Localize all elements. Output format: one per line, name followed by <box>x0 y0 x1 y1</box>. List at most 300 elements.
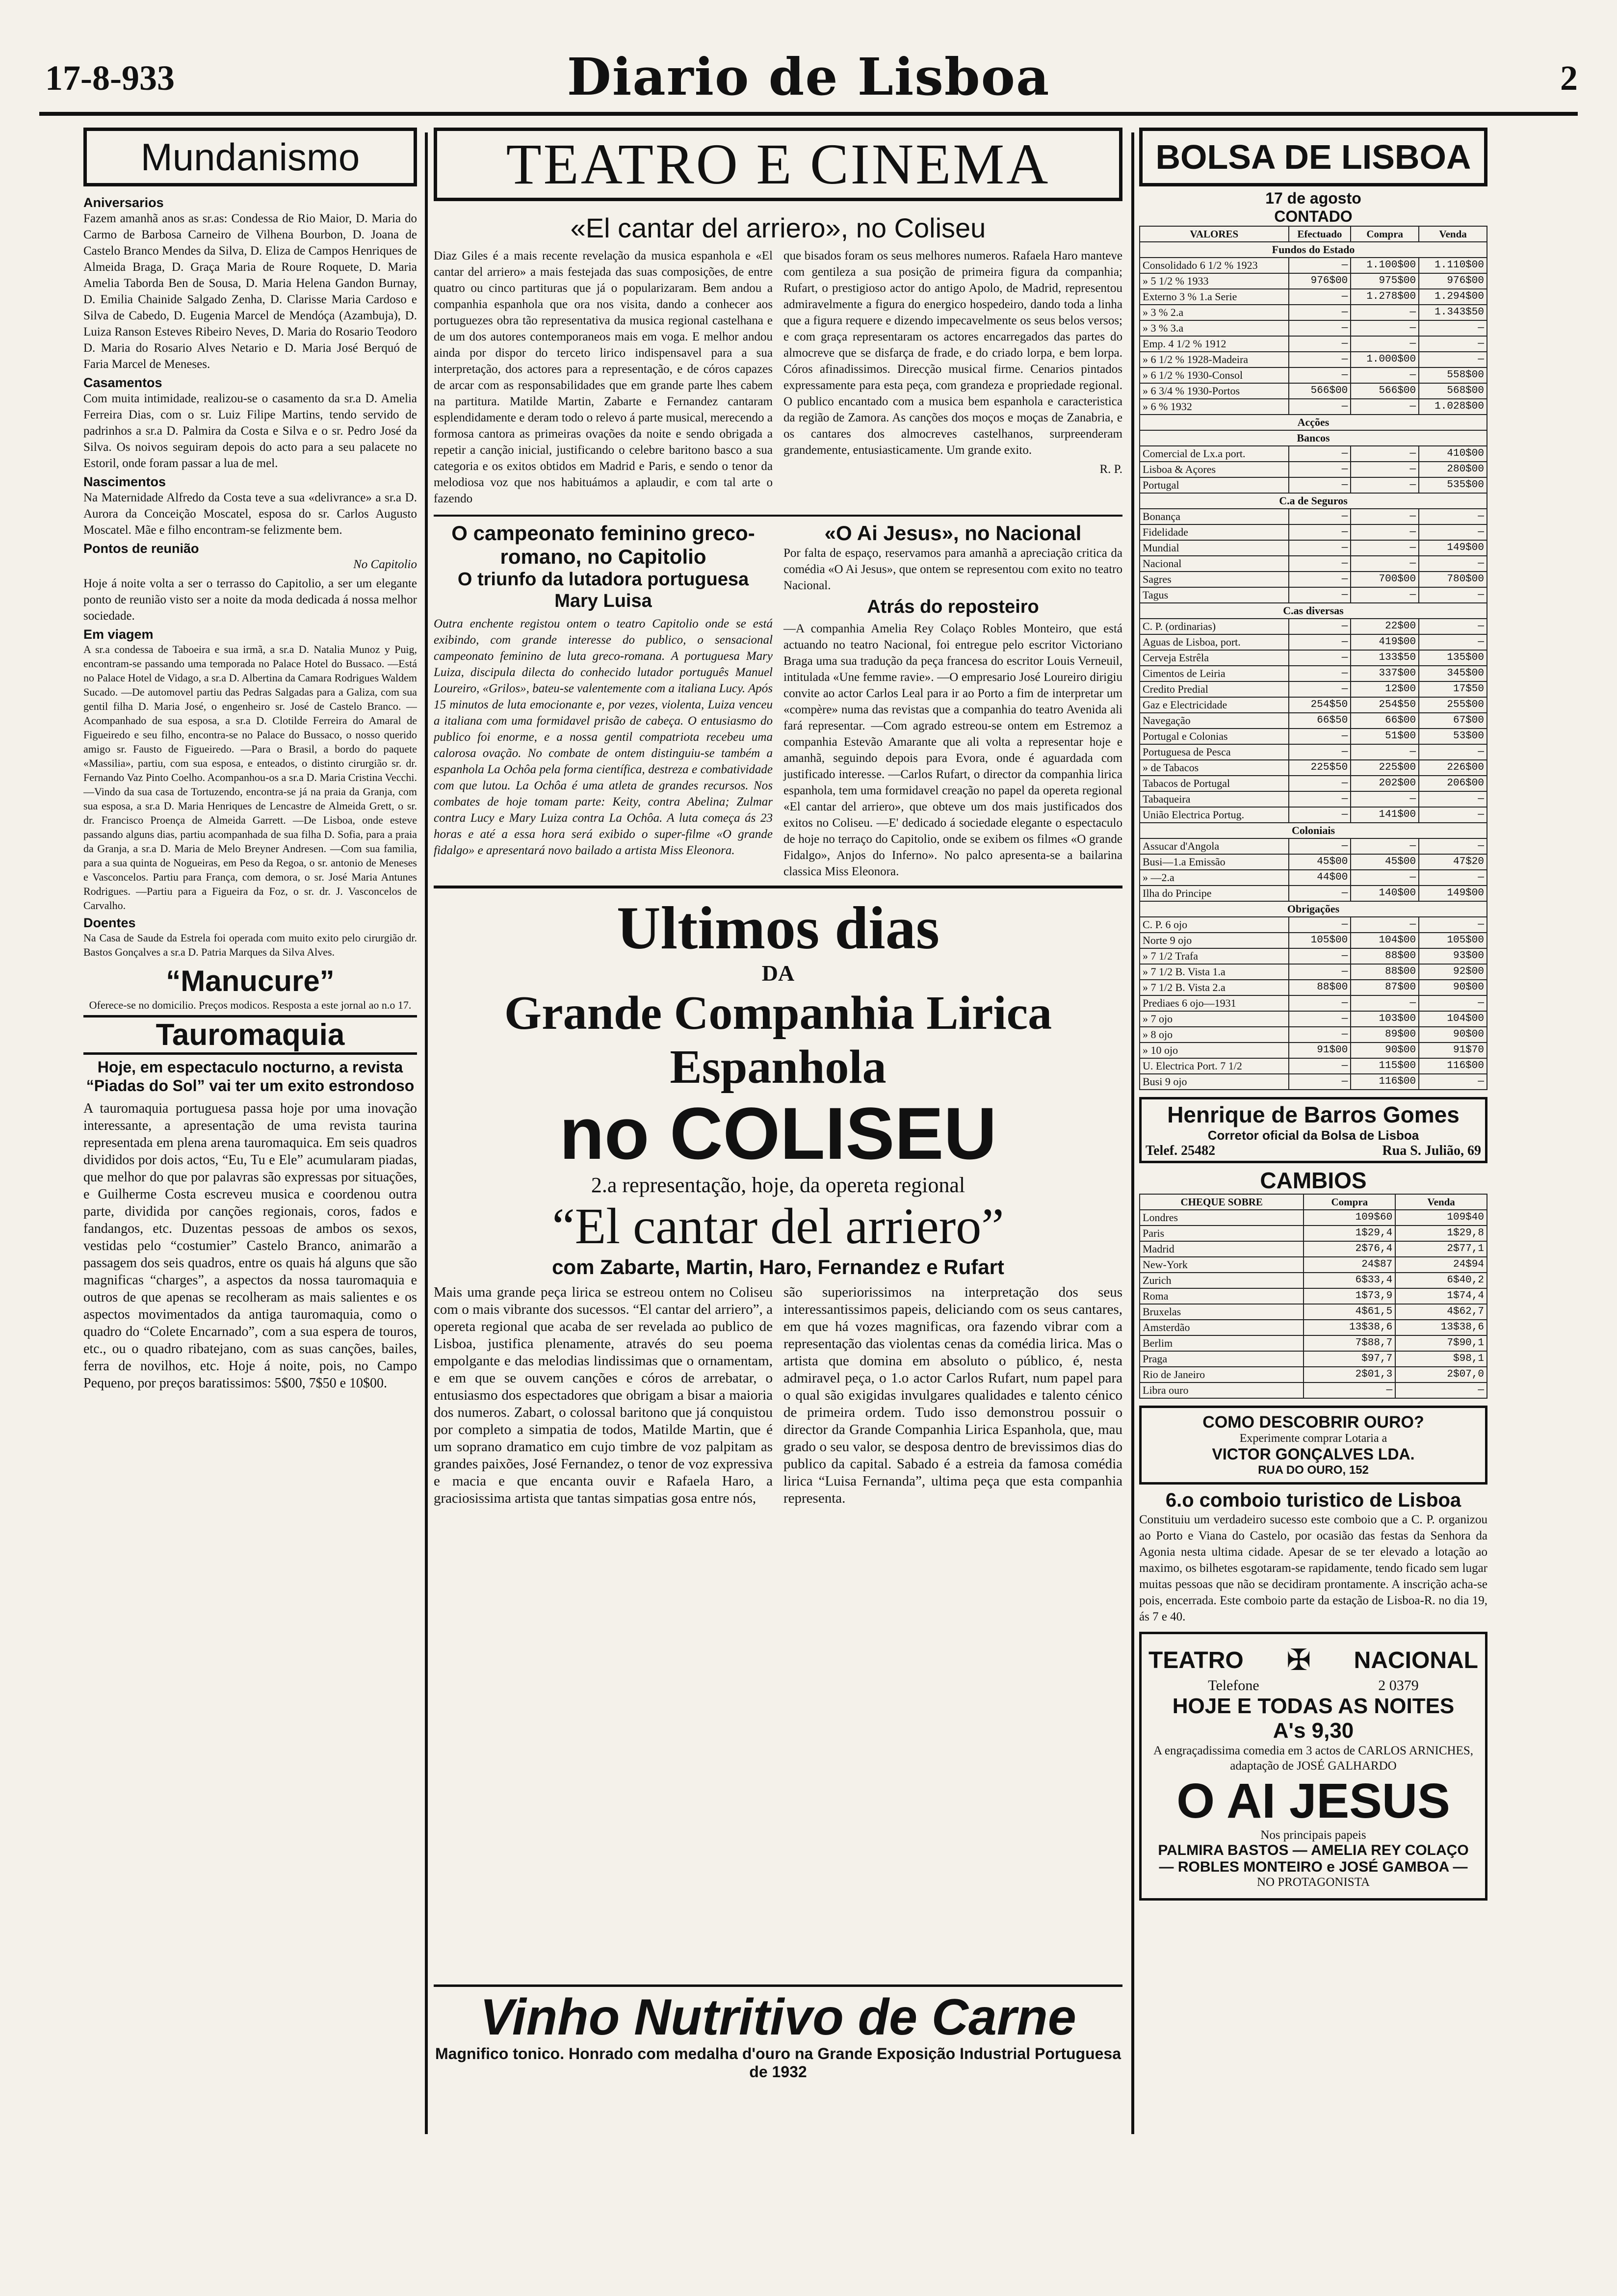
cambios-table <box>1139 1194 1487 1399</box>
table-section-heading: Obrigações <box>1140 901 1487 917</box>
article-text: Mais uma grande peça lirica se estreou ontem no Coliseu com o mais vibrante dos sucessos. “El cantar del arriero”, a opereta regional que acaba de ser revelada ao publico de Lisboa, justifica plenamente, através do seu poema empolgante e das melodias lindissimas que o ornamentam, e em que se ouvem canções e córos de arrebatar, o entusiasmo dos espectadores que obrigam a bisar a maioria dos numeros. Zabart, o colossal baritono que já conquistou por completo a simpatia de todos, Matilde Martin, que é um soprano dramatico em cujo timbre de voz palpitam as grandes paixões, José Fernandez, o tenor de voz expressiva e macia e que encanta ouvir e Rafaela Haro, a graciosissima artista que tantas simpatias gosa entre nós, <box>434 1284 773 1506</box>
quote-value: 105$00 <box>1289 933 1351 948</box>
security-name: Gaz e Electricidade <box>1140 697 1289 713</box>
security-name: Fidelidade <box>1140 524 1289 540</box>
currency-name: Madrid <box>1140 1241 1304 1257</box>
quote-value: 92$00 <box>1419 964 1487 980</box>
barros-advertisement <box>1139 1097 1487 1163</box>
security-name: Busi 9 ojo <box>1140 1074 1289 1090</box>
security-name: » 3 % 2.a <box>1140 305 1289 320</box>
table-header: Venda <box>1419 226 1487 242</box>
table-row <box>1140 980 1487 995</box>
quote-value: 410$00 <box>1419 446 1487 462</box>
quote-value: — <box>1419 509 1487 524</box>
quote-value: 254$50 <box>1351 697 1419 713</box>
quote-value: 1.110$00 <box>1419 258 1487 273</box>
quote-value: 53$00 <box>1419 729 1487 744</box>
quote-value: — <box>1351 540 1419 556</box>
quote-value: 568$00 <box>1419 383 1487 399</box>
quote-value: 149$00 <box>1419 540 1487 556</box>
section-heading: Casamentos <box>83 375 162 390</box>
nacional-ad-line: A engraçadissima comedia em 3 actos de CARLOS ARNICHES, adaptação de JOSÉ GALHARDO <box>1153 1744 1473 1773</box>
table-row <box>1140 336 1487 352</box>
security-name: Tabacos de Portugal <box>1140 776 1289 791</box>
quote-value: 88$00 <box>1351 964 1419 980</box>
table-row <box>1140 273 1487 289</box>
security-name: C. P. (ordinarias) <box>1140 619 1289 634</box>
table-row <box>1140 446 1487 462</box>
manucure-ad-text: Oferece-se no domicilio. Preços modicos. Resposta a este jornal ao n.o 17. <box>89 999 412 1011</box>
coliseu-ad-line: no COLISEU <box>559 1092 997 1174</box>
currency-name: Libra ouro <box>1140 1383 1304 1398</box>
quote-value: 44$00 <box>1289 870 1351 886</box>
table-row <box>1140 367 1487 383</box>
table-header: CHEQUE SOBRE <box>1140 1194 1304 1210</box>
quote-value: — <box>1289 948 1351 964</box>
rate-value: 24$94 <box>1395 1257 1487 1273</box>
section-subheading: No Capitolio <box>353 558 417 571</box>
quote-value: — <box>1351 509 1419 524</box>
quote-value: 133$50 <box>1351 650 1419 666</box>
article-text: Constituiu um verdadeiro sucesso este comboio que a C. P. organizou ao Porto e Viana do Castelo, por ocasião das festas da Senhora da Agonia nesta ultima cidade. Apesar de se ter elevado a lotação ao maximo, os bilhetes esgotaram-se rapidamente, tendo ficado sem lugar muitas pessoas que não se decidiram prontamente. A inscrição acha-se pois, encerrada. Este comboio parte da estação de Lisboa-R. no dia 19, ás 7 e 40. <box>1139 1513 1487 1623</box>
nacional-ad-phone-label: Telefone <box>1208 1677 1259 1694</box>
bolsa-table <box>1139 226 1487 1090</box>
quote-value: — <box>1351 462 1419 477</box>
article-text: Fazem amanhã anos as sr.as: Condessa de Rio Maior, D. Maria do Carmo de Barbosa Carneiro de Vilhena Bourbon, D. Joana de Castelo Branco Mendes da Silva, D. Eliza de Campos Henriques de Almeida Braga, D. Graça Maria de Roure Roquete, D. Maria Amelia Taborda Ben de Sousa, D. Maria Helena Gandon Burnay, D. Emilia Chainide Salgado Zenha, D. Clarisse Maria Cardoso e Silva de Cabedo, D. Eugenia Marcel de Mendóça (Azambuja), D. Luiza Ranson Esteves Ribeiro Neves, D. Maria do Rosario Teodoro D. Maria do Rosario Alves Netario e D. Maria José Berquó de Faria Marcel de Meneses. <box>83 212 417 371</box>
table-section-heading: Acções <box>1140 415 1487 430</box>
quote-value: — <box>1419 870 1487 886</box>
security-name: União Electrica Portug. <box>1140 807 1289 823</box>
security-name: Lisboa & Açores <box>1140 462 1289 477</box>
security-name: » 10 ojo <box>1140 1043 1289 1058</box>
crest-icon: ✠ <box>1286 1644 1311 1676</box>
quote-value: — <box>1289 524 1351 540</box>
quote-value: 90$00 <box>1351 1043 1419 1058</box>
table-row <box>1140 1288 1487 1304</box>
article-text: A tauromaquia portuguesa passa hoje por uma inovação interessante, a apresentação de uma revista taurina representada em plena arena tauromaquica. Em seis quadros divididos por dois actos, “Eu, Tu e Ele” acumularam piadas, que melhor do que por palavras são expressas por situações, e Guilherme Costa escreveu musica e coordenou outra parte, dividida por canções regionais, coros, fados e fandangos, etc. Duzentas pessoas de ambos os sexos, vestidas pelo “costumier” Castelo Branco, animarão a passagem dos seis quadros, entre os quais há alguns que são magnificas “charges”, a aspectos da nossa tauromaquia e outros de que apenas se recolheram as mais salientes e os aspectos movimentados da antiga tauromaquia, como o quadro do “Colete Encarnado”, com a sua espera de touros, etc., ou o quadro ribatejano, com as suas canções, bailes, ferra de novilhos, etc. Hoje á noite, pois, no Campo Pequeno, por preços baratissimos: 5$00, 7$50 e 10$00. <box>83 1101 417 1391</box>
quote-value: — <box>1289 352 1351 367</box>
quote-value: 1.028$00 <box>1419 399 1487 415</box>
quote-value: — <box>1289 681 1351 697</box>
quote-value: 47$20 <box>1419 854 1487 870</box>
section-heading: Doentes <box>83 915 136 930</box>
quote-value: — <box>1419 917 1487 933</box>
quote-value: — <box>1289 320 1351 336</box>
quote-value: 88$00 <box>1289 980 1351 995</box>
quote-value: — <box>1289 509 1351 524</box>
quote-value: — <box>1419 995 1487 1011</box>
quote-value: — <box>1289 305 1351 320</box>
quote-value: 202$00 <box>1351 776 1419 791</box>
quote-value: 419$00 <box>1351 634 1419 650</box>
nacional-ad-phone: 2 0379 <box>1378 1677 1419 1694</box>
quote-value: — <box>1289 462 1351 477</box>
table-row <box>1140 1074 1487 1090</box>
tauromaquia-banner: Tauromaquia <box>83 1015 417 1055</box>
ouro-ad-line: Experimente comprar Lotaria a <box>1239 1432 1387 1445</box>
table-row <box>1140 791 1487 807</box>
security-name: » —2.a <box>1140 870 1289 886</box>
quote-value: 206$00 <box>1419 776 1487 791</box>
rate-value: 4$62,7 <box>1395 1304 1487 1320</box>
quote-value: 149$00 <box>1419 886 1487 901</box>
table-row <box>1140 1011 1487 1027</box>
security-name: Aguas de Lisboa, port. <box>1140 634 1289 650</box>
security-name: » 8 ojo <box>1140 1027 1289 1043</box>
security-name: Ilha do Principe <box>1140 886 1289 901</box>
quote-value: 535$00 <box>1419 477 1487 493</box>
table-row <box>1140 289 1487 305</box>
quote-value: — <box>1351 744 1419 760</box>
quote-value: — <box>1419 744 1487 760</box>
quote-value: — <box>1289 886 1351 901</box>
quote-value: — <box>1289 1058 1351 1074</box>
lead-headline: «El cantar del arriero», no Coliseu <box>570 212 986 243</box>
quote-value: 91$00 <box>1289 1043 1351 1058</box>
table-row <box>1140 933 1487 948</box>
quote-value: 976$00 <box>1289 273 1351 289</box>
quote-value: 90$00 <box>1419 980 1487 995</box>
table-row <box>1140 509 1487 524</box>
security-name: C. P. 6 ojo <box>1140 917 1289 933</box>
nacional-ad-line: Nos principais papeis <box>1260 1828 1366 1842</box>
quote-value: — <box>1351 336 1419 352</box>
table-row <box>1140 477 1487 493</box>
quote-value: — <box>1289 477 1351 493</box>
article-text: Na Casa de Saude da Estrela foi operada com muito exito pelo cirurgião dr. Bastos Gonçalves a sr.a D. Patria Marques da Silva Alves. <box>83 932 417 958</box>
broker-address: Rua S. Julião, 69 <box>1382 1143 1481 1158</box>
quote-value: 566$00 <box>1289 383 1351 399</box>
quote-value: — <box>1351 446 1419 462</box>
rate-value: 6$33,4 <box>1304 1273 1395 1288</box>
security-name: Navegação <box>1140 713 1289 729</box>
security-name: » 7 1/2 B. Vista 2.a <box>1140 980 1289 995</box>
currency-name: Bruxelas <box>1140 1304 1304 1320</box>
quote-value: 22$00 <box>1351 619 1419 634</box>
security-name: » 7 1/2 B. Vista 1.a <box>1140 964 1289 980</box>
table-row <box>1140 1351 1487 1367</box>
quote-value: 254$50 <box>1289 697 1351 713</box>
table-row <box>1140 807 1487 823</box>
quote-value: — <box>1289 399 1351 415</box>
quote-value: 141$00 <box>1351 807 1419 823</box>
rate-value: 13$38,6 <box>1395 1320 1487 1335</box>
ouro-ad-line: RUA DO OURO, 152 <box>1258 1463 1369 1477</box>
quote-value: — <box>1289 289 1351 305</box>
quote-value: — <box>1289 619 1351 634</box>
currency-name: Praga <box>1140 1351 1304 1367</box>
quote-value: — <box>1289 729 1351 744</box>
currency-name: New-York <box>1140 1257 1304 1273</box>
rate-value: 109$40 <box>1395 1210 1487 1226</box>
currency-name: Berlim <box>1140 1335 1304 1351</box>
article-text: Com muita intimidade, realizou-se o casamento da sr.a D. Amelia Ferreira Dias, com o sr. Luiz Filipe Martins, tendo servido de padrinhos a sr.a D. Palmira da Costa e Silva e o sr. Pedro José da Silva. Os noivos seguiram depois do acto para a seu palacete no Estoril, onde foram passar a lua de mel. <box>83 392 417 470</box>
quote-value: — <box>1419 791 1487 807</box>
rate-value: — <box>1395 1383 1487 1398</box>
quote-value: 104$00 <box>1419 1011 1487 1027</box>
championship-headline: O campeonato feminino greco-romano, no Capitolio <box>451 522 755 568</box>
quote-value: — <box>1419 352 1487 367</box>
quote-value: 135$00 <box>1419 650 1487 666</box>
table-row <box>1140 870 1487 886</box>
quote-value: — <box>1289 446 1351 462</box>
security-name: Tabaqueira <box>1140 791 1289 807</box>
quote-value: 1.278$00 <box>1351 289 1419 305</box>
quote-value: 226$00 <box>1419 760 1487 776</box>
ouro-ad-title: COMO DESCOBRIR OURO? <box>1202 1413 1424 1432</box>
table-row <box>1140 1273 1487 1288</box>
quote-value: 51$00 <box>1351 729 1419 744</box>
security-name: » 3 % 3.a <box>1140 320 1289 336</box>
rate-value: 1$73,9 <box>1304 1288 1395 1304</box>
coliseu-ad-line: com Zabarte, Martin, Haro, Fernandez e Rufart <box>552 1255 1004 1278</box>
currency-name: Londres <box>1140 1210 1304 1226</box>
article-text: A sr.a condessa de Taboeira e sua irmã, a sr.a D. Natalia Munoz y Puig, encontram-se passando uma temporada no Palace Hotel do Bussaco. —Está no Palace Hotel de Vidago, a sr.a D. Albertina da Camara Rodrigues Waldem Sucado. —De automovel partiu das Pedras Salgadas para a Galiza, com sua gentil filha D. Maria José, o engenheiro sr. José de Castelo Branco. —Acompanhado de sua esposa, a sr.a D. Clotilde Ferreira do Amaral de Figueiredo e seu filho, encontra-se no Palace do Bussaco, o nosso querido amigo sr. Fausto de Figueiredo. —Para o Brasil, a bordo do paquete «Massilia», partiu, com sua esposa, e enteados, o distinto cirurgião sr. dr. Fernando Vaz Pinto Coelho. Acompanhou-os a sr.a D. Maria Cristina Vecchi. —Vindo da sua casa de Tortuzendo, encontra-se já na praia da Granja, com sua esposa, a sr.a D. Maria Henriques de Lencastre de Almeida Grett, o sr. dr. Francisco Proença de Almeida Garrett. —De Lisboa, onde esteve passando alguns dias, partiu acompanhada de sua filha D. Sofia, para a praia da Granja, a sr.a D. Maria de Melo Breyner Andresen. —Com sua familia, para a sua quinta de Nogueiras, em Peso da Regoa, o sr. antonio de Meneses e Vasconcelos. Partiu para França, com demora, o sr. José Maria Antunes Rodrigues. —Partiu para a Figueira da Foz, o sr. dr. J. Vasconcelos de Carvalho. <box>83 643 417 912</box>
aijesus-headline: «O Ai Jesus», no Nacional <box>824 522 1082 545</box>
table-row <box>1140 572 1487 587</box>
quote-value: 89$00 <box>1351 1027 1419 1043</box>
quote-value: — <box>1289 336 1351 352</box>
column-teatro <box>434 128 1122 2134</box>
article-text: que bisados foram os seus melhores numeros. Rafaela Haro manteve com gentileza a sua posição de primeira figura da companhia; Rufart, o prestigioso actor do antigo Apolo, de Madrid, representou admiravelmente a figura do energico hospedeiro, dando toda a linha que a figura requere e dizendo impecavelmente os seus belos versos; e com graça representaram os actores encarregados das partes do almocreve que se disfarça de frade, e do criado lorpa, e bem lorpa. Córos afinadissimos. Direcção musical firme. Cenarios pintados expressamente para esta peça, com grandeza e propriedade regional. O publico encantado com a musica bem espanhola e caracteristica da região de Zamora. As canções dos moços e moças de Zanabria, e os cantares dos almocreves castelhanos, surpreenderam grandemente, entusiasticamente. Um grande exito. <box>783 249 1122 457</box>
security-name: Externo 3 % 1.a Serie <box>1140 289 1289 305</box>
quote-value: — <box>1351 587 1419 603</box>
rate-value: 7$90,1 <box>1395 1335 1487 1351</box>
vinho-ad-title: Vinho Nutritivo de Carne <box>480 1989 1076 2046</box>
security-name: » de Tabacos <box>1140 760 1289 776</box>
rate-value: 109$60 <box>1304 1210 1395 1226</box>
security-name: » 6 % 1932 <box>1140 399 1289 415</box>
quote-value: 103$00 <box>1351 1011 1419 1027</box>
section-heading: Em viagem <box>83 627 154 642</box>
table-row <box>1140 713 1487 729</box>
vinho-ad-text: Magnifico tonico. Honrado com medalha d'ouro na Grande Exposição Industrial Portuguesa de 1932 <box>435 2045 1121 2081</box>
quote-value: 93$00 <box>1419 948 1487 964</box>
security-name: » 7 ojo <box>1140 1011 1289 1027</box>
quote-value: 255$00 <box>1419 697 1487 713</box>
bolsa-date: 17 de agosto <box>1265 189 1361 207</box>
quote-value: — <box>1351 477 1419 493</box>
quote-value: — <box>1289 540 1351 556</box>
quote-value: 345$00 <box>1419 666 1487 681</box>
table-row <box>1140 1367 1487 1383</box>
security-name: Busi—1.a Emissão <box>1140 854 1289 870</box>
security-name: Norte 9 ojo <box>1140 933 1289 948</box>
quote-value: 700$00 <box>1351 572 1419 587</box>
security-name: Mundial <box>1140 540 1289 556</box>
quote-value: 45$00 <box>1289 854 1351 870</box>
coliseu-ad-line: Ultimos dias <box>617 894 939 962</box>
quote-value: — <box>1419 587 1487 603</box>
quote-value: — <box>1289 634 1351 650</box>
quote-value: — <box>1351 320 1419 336</box>
reposteiro-headline: Atrás do reposteiro <box>867 597 1039 617</box>
quote-value: — <box>1419 320 1487 336</box>
quote-value: 140$00 <box>1351 886 1419 901</box>
table-row <box>1140 854 1487 870</box>
quote-value: — <box>1289 367 1351 383</box>
article-text: Na Maternidade Alfredo da Costa teve a sua «delivrance» a sr.a D. Aurora da Conceição Moscatel, esposa do sr. Carlos Augusto Moscatel. Mãe e filho encontram-se felizmente bem. <box>83 491 417 537</box>
table-row <box>1140 587 1487 603</box>
quote-value: 558$00 <box>1419 367 1487 383</box>
quote-value: 225$00 <box>1351 760 1419 776</box>
security-name: Assucar d'Angola <box>1140 838 1289 854</box>
bolsa-subtitle: CONTADO <box>1274 208 1353 225</box>
article-text: Outra enchente registou ontem o teatro Capitolio onde se está exibindo, com grande interesse do publico, o sensacional campeonato feminino de luta greco-romana. A portuguesa Mary Luiza, discipula dilecta do conhecido lutador português Manuel Loureiro, «Grilos», bateu-se valentemente com a italiana Lucy. Após 15 minutos de luta emocionante e, por vezes, violenta, Luiza venceu a italiana com uma formidavel prisão de cabeça. O entusiasmo do publico foi enorme, e a nossa gentil compatriota recebeu uma calorosa ovação. No combate de ontem distinguiu-se também a espanhola La Ochôa pela forma científica, destreza e combatividade com que lutou. La Ochôa é uma atleta de grandes recursos. Nos combates de hoje tomam parte: Keity, contra Abelina; Zulmar contra Lucy e Mary Luiza contra La Ochôa. A luta começa ás 23 horas e até a essa hora será exibido o super-filme «O grande fidalgo» e apresentará novo bailado a artista Miss Eleonora. <box>434 617 773 857</box>
quote-value: 12$00 <box>1351 681 1419 697</box>
quote-value: — <box>1289 650 1351 666</box>
table-row <box>1140 1320 1487 1335</box>
security-name: Portugal <box>1140 477 1289 493</box>
table-row <box>1140 399 1487 415</box>
quote-value: 105$00 <box>1419 933 1487 948</box>
quote-value: — <box>1289 572 1351 587</box>
quote-value: 87$00 <box>1351 980 1419 995</box>
quote-value: 780$00 <box>1419 572 1487 587</box>
quote-value: 17$50 <box>1419 681 1487 697</box>
rate-value: 4$61,5 <box>1304 1304 1395 1320</box>
quote-value: 116$00 <box>1351 1074 1419 1090</box>
quote-value: — <box>1419 634 1487 650</box>
security-name: » 6 3/4 % 1930-Portos <box>1140 383 1289 399</box>
rate-value: 1$74,4 <box>1395 1288 1487 1304</box>
rate-value: $98,1 <box>1395 1351 1487 1367</box>
table-row <box>1140 1226 1487 1241</box>
quote-value: 88$00 <box>1351 948 1419 964</box>
quote-value: 90$00 <box>1419 1027 1487 1043</box>
security-name: Bonança <box>1140 509 1289 524</box>
table-header: Compra <box>1351 226 1419 242</box>
quote-value: 975$00 <box>1351 273 1419 289</box>
nacional-ad-title: O AI JESUS <box>1176 1774 1450 1828</box>
cambios-banner: CAMBIOS <box>1260 1168 1367 1193</box>
article-signature: R. P. <box>1099 463 1122 476</box>
teatro-banner: TEATRO E CINEMA <box>434 128 1122 201</box>
quote-value: — <box>1289 1011 1351 1027</box>
table-row <box>1140 729 1487 744</box>
table-row <box>1140 524 1487 540</box>
page-number: 2 <box>1560 58 1578 98</box>
tauromaquia-headline: Hoje, em espectaculo nocturno, a revista “Piadas do Sol” vai ter um exito estrondoso <box>86 1058 415 1095</box>
quote-value: — <box>1419 838 1487 854</box>
security-name: Portuguesa de Pesca <box>1140 744 1289 760</box>
broker-title: Corretor oficial da Bolsa de Lisboa <box>1207 1128 1419 1143</box>
table-row <box>1140 352 1487 367</box>
coliseu-ad-line: Grande Companhia Lirica Espanhola <box>504 987 1052 1094</box>
quote-value: — <box>1289 791 1351 807</box>
currency-name: Paris <box>1140 1226 1304 1241</box>
quote-value: — <box>1289 995 1351 1011</box>
table-row <box>1140 258 1487 273</box>
article-text: Por falta de espaço, reservamos para amanhã a apreciação critica da comédia «O Ai Jesus», que ontem se representou com exito no teatro Nacional. <box>783 547 1122 592</box>
rate-value: 2$76,4 <box>1304 1241 1395 1257</box>
rate-value: 1$29,4 <box>1304 1226 1395 1241</box>
table-section-heading: Coloniais <box>1140 823 1487 838</box>
quote-value: — <box>1289 838 1351 854</box>
security-name: Tagus <box>1140 587 1289 603</box>
quote-value: — <box>1289 917 1351 933</box>
table-section-heading: Fundos do Estado <box>1140 242 1487 258</box>
quote-value: — <box>1419 524 1487 540</box>
coliseu-ad-line: DA <box>761 961 795 986</box>
security-name: Consolidado 6 1/2 % 1923 <box>1140 258 1289 273</box>
quote-value: — <box>1351 791 1419 807</box>
table-section-heading: C.as diversas <box>1140 603 1487 619</box>
coliseu-advertisement <box>434 886 1122 1510</box>
quote-value: — <box>1289 1027 1351 1043</box>
table-row <box>1140 1210 1487 1226</box>
security-name: » 5 1/2 % 1933 <box>1140 273 1289 289</box>
rate-value: $97,7 <box>1304 1351 1395 1367</box>
quote-value: 225$50 <box>1289 760 1351 776</box>
security-name: Nacional <box>1140 556 1289 572</box>
security-name: Credito Predial <box>1140 681 1289 697</box>
bolsa-banner: BOLSA DE LISBOA <box>1139 128 1487 186</box>
section-heading: Nascimentos <box>83 474 166 489</box>
rate-value: 1$29,8 <box>1395 1226 1487 1241</box>
quote-value: 1.343$50 <box>1419 305 1487 320</box>
quote-value: — <box>1289 776 1351 791</box>
table-row <box>1140 948 1487 964</box>
security-name: Emp. 4 1/2 % 1912 <box>1140 336 1289 352</box>
section-heading: Pontos de reunião <box>83 541 199 556</box>
nacional-advertisement <box>1139 1632 1487 1901</box>
coliseu-ad-line: 2.a representação, hoje, da opereta regional <box>591 1173 965 1197</box>
security-name: Cimentos de Leiria <box>1140 666 1289 681</box>
table-row <box>1140 1058 1487 1074</box>
mundanismo-banner: Mundanismo <box>83 128 417 186</box>
table-row <box>1140 760 1487 776</box>
table-row <box>1140 462 1487 477</box>
rate-value: 24$87 <box>1304 1257 1395 1273</box>
rate-value: 6$40,2 <box>1395 1273 1487 1288</box>
table-row <box>1140 1383 1487 1398</box>
table-row <box>1140 650 1487 666</box>
quote-value: — <box>1289 807 1351 823</box>
quote-value: 66$00 <box>1351 713 1419 729</box>
security-name: » 6 1/2 % 1930-Consol <box>1140 367 1289 383</box>
table-row <box>1140 1241 1487 1257</box>
quote-value: — <box>1351 556 1419 572</box>
table-row <box>1140 1027 1487 1043</box>
quote-value: — <box>1289 1074 1351 1090</box>
broker-name: Henrique de Barros Gomes <box>1167 1102 1460 1127</box>
table-section-heading: Bancos <box>1140 430 1487 446</box>
quote-value: — <box>1289 744 1351 760</box>
quote-value: — <box>1351 305 1419 320</box>
table-header: Venda <box>1395 1194 1487 1210</box>
quote-value: — <box>1419 807 1487 823</box>
table-row <box>1140 1043 1487 1058</box>
table-header: VALORES <box>1140 226 1289 242</box>
currency-name: Amsterdão <box>1140 1320 1304 1335</box>
issue-date: 17-8-933 <box>45 58 175 98</box>
quote-value: 67$00 <box>1419 713 1487 729</box>
manucure-ad-title: “Manucure” <box>166 965 335 997</box>
security-name: » 7 1/2 Trafa <box>1140 948 1289 964</box>
table-row <box>1140 634 1487 650</box>
nacional-ad-word: TEATRO <box>1148 1647 1244 1673</box>
rate-value: 7$88,7 <box>1304 1335 1395 1351</box>
quote-value: 1.294$00 <box>1419 289 1487 305</box>
quote-value: 104$00 <box>1351 933 1419 948</box>
quote-value: 280$00 <box>1419 462 1487 477</box>
quote-value: — <box>1419 556 1487 572</box>
nacional-ad-line: A's 9,30 <box>1273 1719 1354 1743</box>
quote-value: — <box>1351 870 1419 886</box>
table-section-heading: C.a de Seguros <box>1140 493 1487 509</box>
security-name: » 6 1/2 % 1928-Madeira <box>1140 352 1289 367</box>
